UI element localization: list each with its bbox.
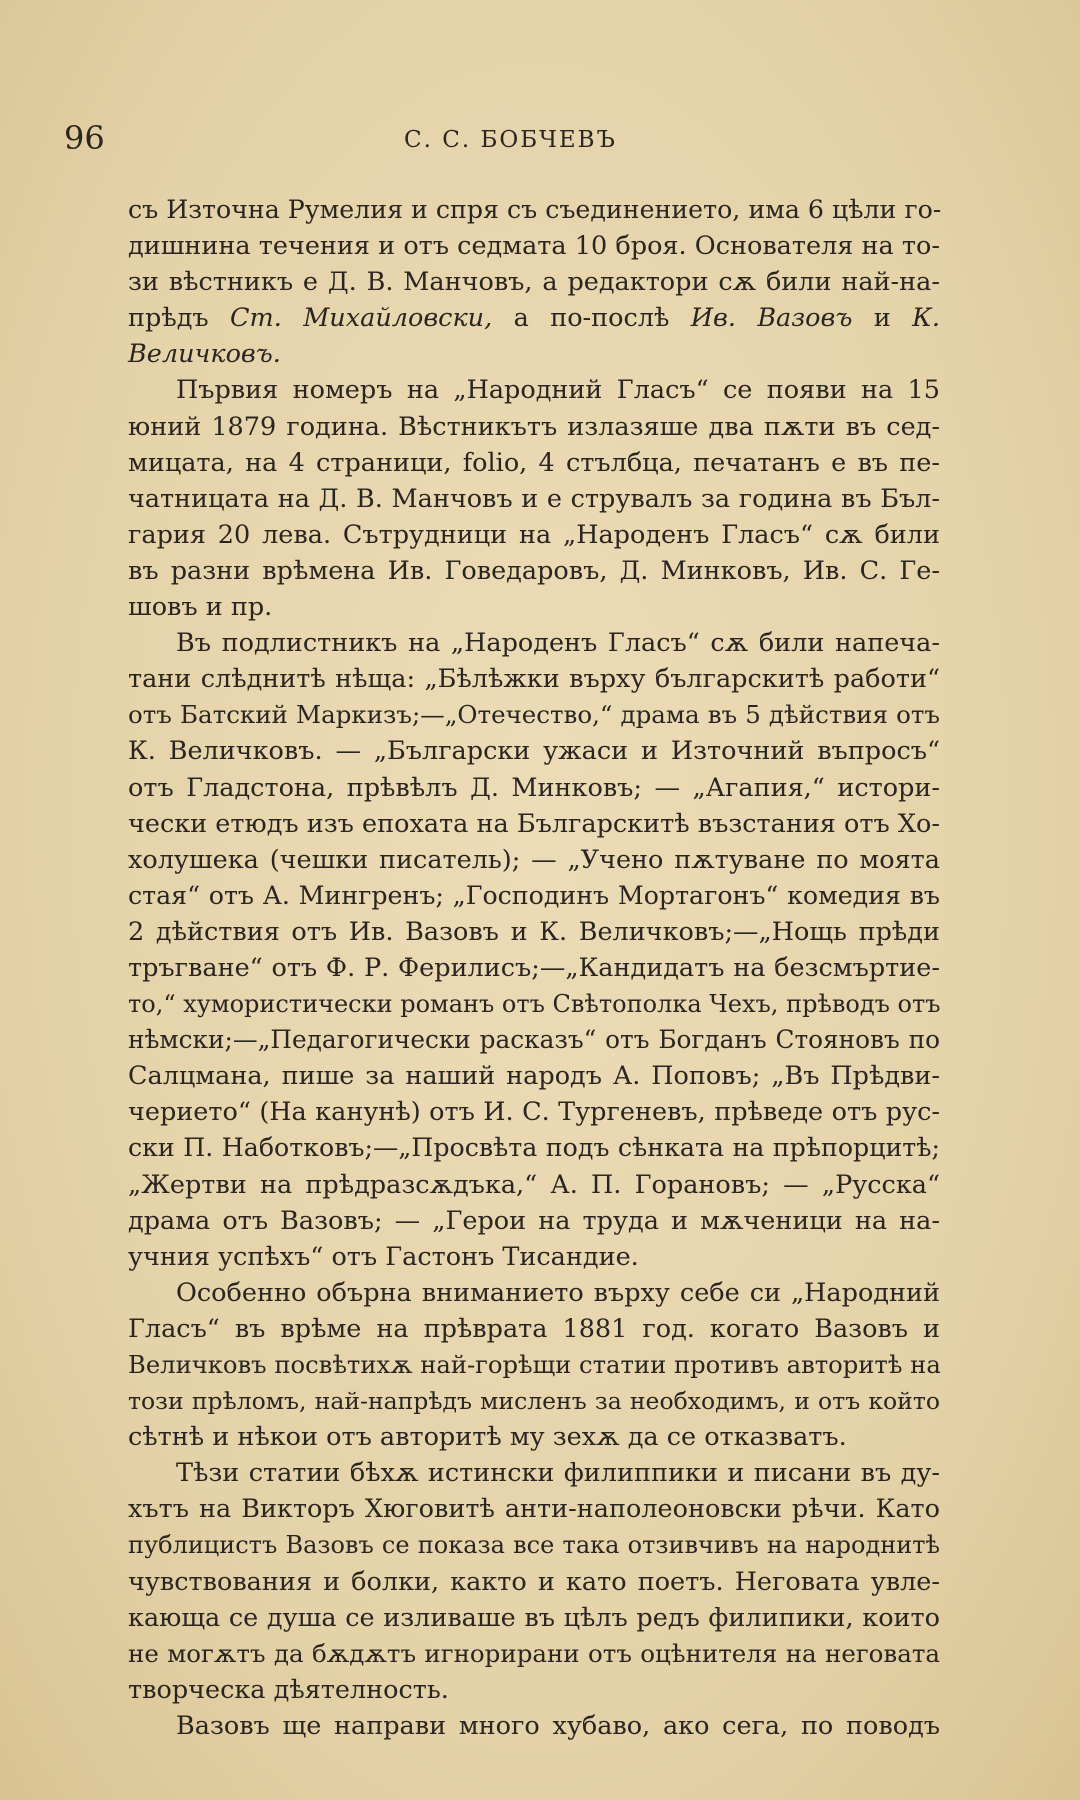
italic-name: Величковъ. — [128, 339, 281, 370]
text-line: юний 1879 година. Вѣстникътъ излазяше два пѫти въ сед- — [128, 411, 940, 442]
body-text — [128, 192, 940, 1744]
text-line: гария 20 лева. Сътрудници на „Народенъ Гласъ“ сѫ били — [128, 519, 940, 550]
text-line: дишнина течения и отъ седмата 10 броя. Основателя на то- — [128, 231, 940, 262]
text-fragment: а по-послѣ — [492, 303, 691, 334]
text-line: то,“ хумористически романъ отъ Свѣтополка Чехъ, прѣводъ отъ — [128, 990, 941, 1019]
text-line: К. Величковъ. — „Български ужаси и Източний въпросъ“ — [128, 736, 940, 767]
text-line: мицата, на 4 страници, folio, 4 стълбца, печатанъ е въ пе- — [128, 447, 940, 478]
text-line — [128, 300, 940, 336]
text-fragment: и — [852, 303, 913, 334]
text-line: не могѫтъ да бѫдѫтъ игнорирани отъ оцѣнителя на неговата — [128, 1638, 940, 1668]
paragraph-5 — [128, 1455, 940, 1708]
text-line: публицистъ Вазовъ се показа все така отзивчивъ на народнитѣ — [128, 1531, 940, 1560]
paragraph-4 — [128, 1275, 940, 1455]
text-line: „Жертви на прѣдразсѫдъка,“ А. П. Горановъ; — „Русска“ — [128, 1169, 940, 1200]
paragraph-6 — [128, 1708, 940, 1744]
text-line: зи вѣстникъ е Д. В. Манчовъ, а редактори сѫ били най-на- — [128, 267, 940, 298]
page-header — [64, 118, 960, 164]
text-line: ски П. Наботковъ;—„Просвѣта подъ сѣнката на прѣпорцитѣ; — [128, 1133, 940, 1163]
text-line: нѣмски;—„Педагогически расказъ“ отъ Богданъ Стояновъ по — [128, 1025, 940, 1055]
text-line: чувствования и болки, както и като поетъ. Неговата увле- — [128, 1566, 940, 1597]
paragraph-2 — [128, 372, 940, 625]
italic-name: К. — [912, 303, 940, 334]
text-line: чатницата на Д. В. Манчовъ и е струвалъ за година въ Бъл- — [128, 483, 940, 514]
text-line: стая“ отъ А. Мингренъ; „Господинъ Мортагонъ“ комедия въ — [128, 880, 940, 910]
text-line: съ Източна Румелия и спря съ съединението, има 6 цѣли го- — [128, 195, 942, 224]
text-line: Вазовъ ще направи много хубаво, ако сега, по поводъ — [176, 1710, 940, 1741]
italic-name: Ст. Михайловски, — [230, 303, 493, 334]
text-line: отъ Батский Маркизъ;—„Отечество,“ драма въ 5 дѣйствия отъ — [128, 700, 940, 730]
text-line: отъ Гладстона, прѣвѣлъ Д. Минковъ; — „Агапия,“ истори- — [128, 772, 940, 803]
text-line: драма отъ Вазовъ; — „Герои на труда и мѫченици на на- — [128, 1205, 940, 1236]
text-line: творческа дѣятелность. — [128, 1674, 449, 1705]
text-line: черието“ (На канунѣ) отъ И. С. Тургеневъ, прѣведе отъ рус- — [128, 1097, 940, 1128]
italic-name: Ив. Вазовъ — [690, 303, 853, 334]
text-line: сѣтнѣ и нѣкои отъ авторитѣ му зехѫ да се отказватъ. — [128, 1422, 847, 1453]
page-number: 96 — [64, 119, 105, 157]
text-line: въ разни врѣмена Ив. Говедаровъ, Д. Минковъ, Ив. С. Ге- — [128, 555, 940, 586]
text-line: Салцмана, пише за наший народъ А. Поповъ; „Въ Прѣдви- — [128, 1061, 940, 1092]
text-line: кающа се душа се изливаше въ цѣлъ редъ филипики, които — [128, 1602, 940, 1633]
text-line: чески етюдъ изъ епохата на Българскитѣ възстания отъ Хо- — [128, 808, 940, 839]
text-line: Първия номеръ на „Народний Гласъ“ се появи на 15 — [176, 375, 940, 406]
text-line: Въ подлистникъ на „Народенъ Гласъ“ сѫ били напеча- — [176, 628, 940, 659]
text-line: холушека (чешки писатель); — „Учено пѫтуване по моята — [128, 844, 940, 875]
text-line: Величковъ посвѣтихѫ най-горѣщи статии противъ авторитѣ на — [128, 1350, 941, 1379]
text-fragment: прѣдъ — [128, 303, 231, 334]
text-line: Особенно обърна вниманието върху себе си „Народний — [176, 1277, 940, 1308]
paragraph-3 — [128, 625, 940, 1275]
text-line: Тѣзи статии бѣхѫ истински филиппики и писани въ ду- — [176, 1458, 940, 1489]
text-line: тани слѣднитѣ нѣща: „Бѣлѣжки върху българскитѣ работи“ — [128, 664, 940, 695]
paragraph-1 — [128, 192, 940, 372]
text-line: хътъ на Викторъ Хюговитѣ анти-наполеоновски рѣчи. Като — [128, 1494, 940, 1525]
text-line: шовъ и пр. — [128, 592, 273, 623]
text-line: тръгване“ отъ Ф. Р. Ферилисъ;—„Кандидатъ на безсмъртие- — [128, 952, 940, 983]
text-line: Гласъ“ въ врѣме на прѣврата 1881 год. когато Вазовъ и — [128, 1313, 940, 1344]
running-title: С. С. БОБЧЕВЪ — [404, 127, 617, 153]
text-line: този прѣломъ, най-напрѣдъ мисленъ за необходимъ, и отъ който — [128, 1387, 940, 1416]
text-line: учния успѣхъ“ отъ Гастонъ Тисандие. — [128, 1241, 639, 1272]
text-line: 2 дѣйствия отъ Ив. Вазовъ и К. Величковъ;—„Нощь прѣди — [128, 916, 940, 947]
